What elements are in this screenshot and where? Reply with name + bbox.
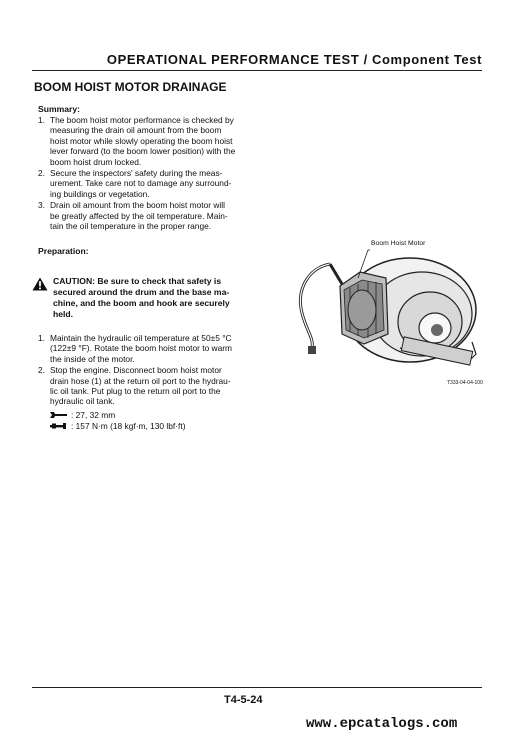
boom-hoist-motor-illustration: [290, 238, 490, 388]
summary-list: [38, 115, 252, 232]
item-number: 3.: [38, 200, 45, 211]
text-line: tain the oil temperature in the proper range.: [50, 221, 212, 232]
footer-divider: [32, 687, 482, 688]
text-line: lic oil tank. Put plug to the return oil port to the: [50, 386, 221, 397]
caution-text: [53, 276, 230, 320]
text-line: The boom hoist motor performance is checked by: [50, 115, 234, 125]
watermark-text: www.epcatalogs.com: [306, 716, 458, 732]
page-header-title: OPERATIONAL PERFORMANCE TEST / Component Test: [106, 52, 482, 67]
list-item: [38, 200, 252, 231]
text-line: boom hoist drum locked.: [50, 156, 142, 167]
summary-heading: Summary:: [38, 104, 81, 114]
list-item: [38, 365, 252, 407]
caution-block: [32, 276, 250, 320]
list-item: [38, 333, 252, 364]
text-line: Stop the engine. Disconnect boom hoist motor: [50, 365, 222, 376]
text-line: ing buildings or vegetation.: [50, 188, 150, 199]
item-text: [50, 200, 252, 231]
text-line: hydraulic oil tank.: [50, 396, 115, 407]
wrench-spec: [50, 410, 115, 420]
wrench-spec-text: : 27, 32 mm: [71, 410, 116, 420]
text-line: the inside of the motor.: [50, 353, 135, 364]
list-item: [38, 168, 252, 199]
text-line: urement. Take care not to damage any surround-: [50, 178, 232, 189]
text-line: lever forward (to the boom lower position) with the: [50, 146, 236, 157]
preparation-heading: Preparation:: [38, 246, 89, 256]
text-line: hoist motor while slowly operating the boom hoist: [50, 135, 233, 146]
header-divider: [32, 70, 482, 71]
text-line: drain hose (1) at the return oil port to the hydrau-: [50, 375, 231, 386]
torque-wrench-icon: [50, 422, 68, 430]
torque-spec: [50, 421, 186, 431]
text-line: chine, and the boom and hook are securely: [53, 298, 230, 308]
item-text: [50, 333, 252, 364]
caution-triangle-icon: [32, 277, 48, 291]
figure-id: T333-04-04-100: [447, 380, 483, 386]
wrench-icon: [50, 411, 68, 419]
item-number: 2.: [38, 168, 45, 179]
text-line: be greatly affected by the oil temperature. Main-: [50, 210, 228, 221]
figure-callout-label: Boom Hoist Motor: [371, 240, 426, 247]
text-line: CAUTION: Be sure to check that safety is: [53, 276, 222, 286]
text-line: (122±9 °F). Rotate the boom hoist motor to warm: [50, 343, 233, 354]
preparation-list: [38, 333, 252, 408]
text-line: secured around the drum and the base ma-: [53, 287, 230, 297]
text-line: Maintain the hydraulic oil temperature at 50±5 °C: [50, 333, 232, 343]
section-title: BOOM HOIST MOTOR DRAINAGE: [34, 80, 227, 94]
list-item: [38, 115, 252, 167]
item-number: 1.: [38, 333, 45, 343]
item-text: [50, 365, 252, 407]
item-number: 2.: [38, 365, 45, 376]
text-line: Drain oil amount from the boom hoist motor will: [50, 200, 226, 211]
page-number: T4-5-24: [224, 694, 263, 706]
item-text: [50, 115, 252, 167]
text-line: measuring the drain oil amount from the boom: [50, 125, 222, 136]
item-number: 1.: [38, 115, 45, 125]
text-line: Secure the inspectors' safety during the meas-: [50, 168, 223, 179]
item-text: [50, 168, 252, 199]
torque-spec-text: : 157 N·m (18 kgf·m, 130 lbf·ft): [71, 421, 186, 431]
text-line: held.: [53, 309, 74, 319]
